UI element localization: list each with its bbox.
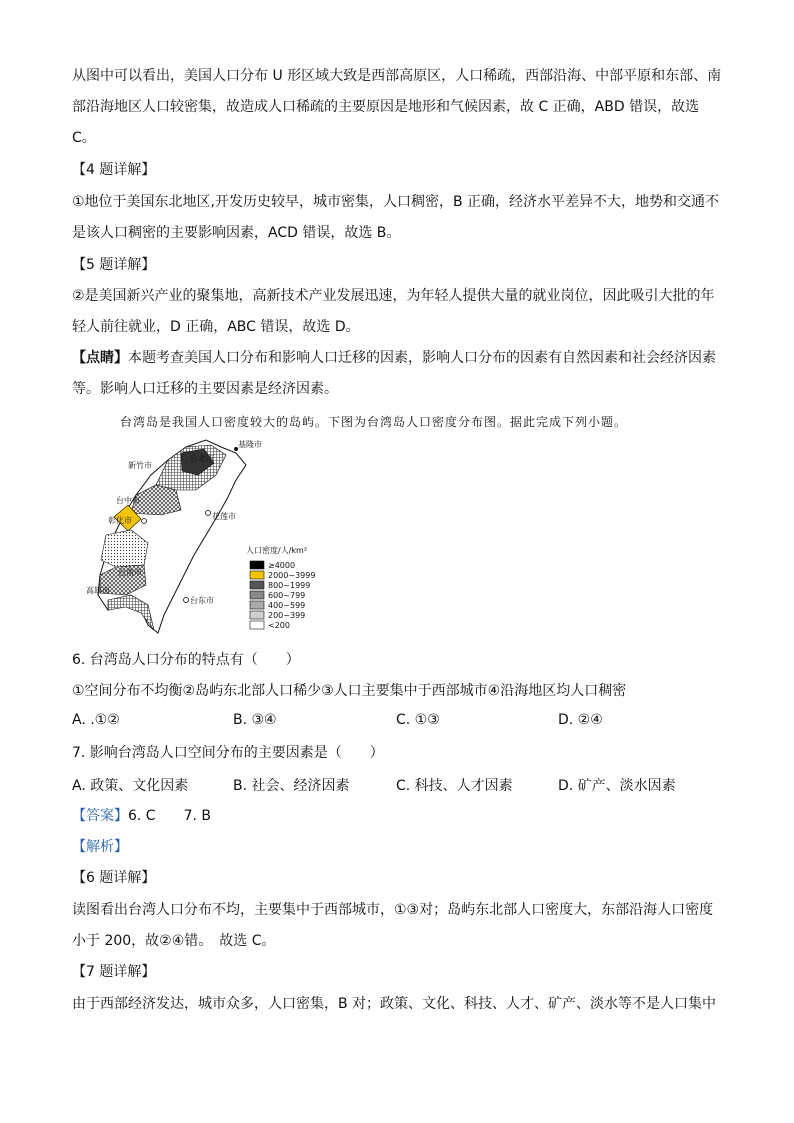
paragraph-line: ①地位于美国东北地区,开发历史较早，城市密集，人口稠密，B 正确，经济水平差异不大，地势和交通不	[72, 194, 720, 210]
paragraph-line: 由于西部经济发达，城市众多，人口密集，B 对；政策、文化、科技、人才、矿产、淡水等不是人口集中	[72, 996, 717, 1012]
q6-option-b: B. ③④	[233, 712, 277, 728]
answer-label: 【答案】	[72, 808, 128, 824]
section-header: 【7 题详解】	[72, 964, 156, 980]
q7-option-d: D. 矿产、淡水因素	[558, 778, 676, 794]
legend-swatch	[250, 611, 264, 619]
q6-option-d: D. ②④	[558, 712, 603, 728]
paragraph-line: 是该人口稠密的主要影响因素，ACD 错误，故选 B。	[72, 225, 401, 241]
taiwan-population-density-map	[86, 435, 346, 640]
legend-swatch	[250, 581, 264, 589]
figure-caption: 台湾岛是我国人口密度较大的岛屿。下图为台湾岛人口密度分布图。据此完成下列小题。	[120, 415, 628, 429]
legend-label: 2000~3999	[268, 571, 316, 580]
answer-line	[72, 806, 732, 826]
question-6-stem: 6. 台湾岛人口分布的特点有（ ）	[72, 652, 300, 668]
legend-swatch	[250, 571, 264, 579]
legend-label: 600~799	[268, 591, 306, 600]
tip-header: 【点睛】	[72, 350, 128, 366]
city-label-kaohsiung: 高雄市	[86, 586, 110, 595]
legend-swatch	[250, 621, 264, 629]
paragraph-line: 小于 200，故②④错。 故选 C。	[72, 933, 276, 949]
section-header: 【5 题详解】	[72, 257, 156, 273]
question-6-statements: ①空间分布不均衡②岛屿东北部人口稀少③人口主要集中于西部城市④沿海地区均人口稠密	[72, 683, 627, 699]
city-label-changhua: 彰化市	[108, 516, 132, 525]
q7-option-c: C. 科技、人才因素	[396, 778, 513, 794]
tip-text: 本题考查美国人口分布和影响人口迁移的因素，影响人口分布的因素有自然因素和社会经济因素	[128, 350, 716, 366]
legend-label: <200	[268, 621, 290, 630]
legend-label: ≥4000	[268, 561, 296, 570]
paragraph-line: 部沿海地区人口较密集，故造成人口稀疏的主要原因是地形和气候因素，故 C 正确，ABD 错误，故选	[72, 99, 700, 115]
legend-label: 200~399	[268, 611, 306, 620]
paragraph-line: 等。影响人口迁移的主要因素是经济因素。	[72, 381, 338, 397]
section-header: 【4 题详解】	[72, 162, 156, 178]
paragraph-line: ②是美国新兴产业的聚集地，高新技术产业发展迅速，为年轻人提供大量的就业岗位，因此吸引大批的年	[72, 288, 715, 304]
city-marker-taitung	[184, 598, 189, 603]
legend-swatch	[250, 591, 264, 599]
city-label-keelung: 基隆市	[238, 440, 262, 449]
city-marker-hualien	[206, 511, 211, 516]
paragraph-line: 读图看出台湾人口分布不均，主要集中于西部城市，①③对；岛屿东北部人口密度大，东部沿海人口密度	[72, 902, 714, 918]
city-label-hsinchu: 新竹市	[128, 461, 152, 470]
city-label-tainan: 台南市	[118, 568, 142, 577]
city-label-hualien: 花莲市	[212, 512, 236, 521]
legend-swatch	[250, 561, 264, 569]
paragraph-line: C。	[72, 130, 96, 146]
q6-option-a: A. .①②	[72, 712, 120, 728]
tip-line	[72, 348, 732, 368]
analysis-label: 【解析】	[72, 839, 128, 855]
legend-label: 800~1999	[268, 581, 311, 590]
q6-option-c: C. ①③	[396, 712, 440, 728]
legend-swatch	[250, 601, 264, 609]
q7-option-b: B. 社会、经济因素	[233, 778, 350, 794]
city-label-taichung: 台中市	[116, 496, 140, 505]
city-marker-taichung	[142, 519, 147, 524]
question-7-stem: 7. 影响台湾岛人口空间分布的主要因素是（ ）	[72, 745, 384, 761]
answer-text: 6. C 7. B	[128, 808, 211, 824]
map-legend	[246, 545, 315, 630]
legend-title: 人口密度/人/km²	[246, 546, 308, 555]
city-label-taipei: 台北市	[190, 454, 214, 463]
city-label-taitung: 台东市	[190, 596, 214, 605]
paragraph-line: 从图中可以看出，美国人口分布 U 形区域大致是西部高原区，人口稀疏，西部沿海、中部平原和东部、南	[72, 68, 722, 84]
section-header: 【6 题详解】	[72, 870, 156, 886]
q7-option-a: A. 政策、文化因素	[72, 778, 189, 794]
paragraph-line: 轻人前往就业，D 正确，ABC 错误，故选 D。	[72, 319, 360, 335]
legend-label: 400~599	[268, 601, 306, 610]
